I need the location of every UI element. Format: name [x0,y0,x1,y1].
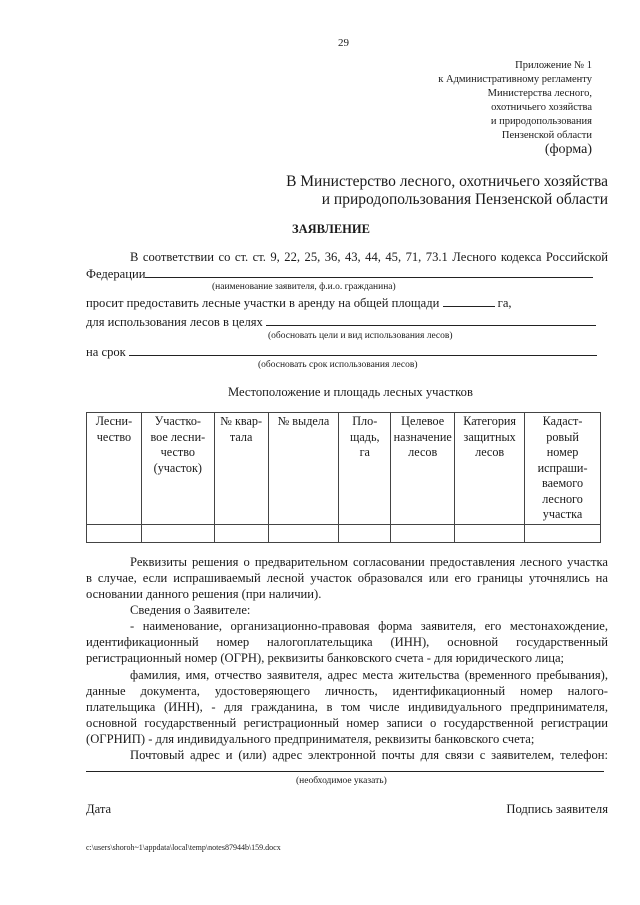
date-label: Дата [86,802,112,816]
text-line: данные документа, удостоверяющего личность, идентификационный номер налого- [86,684,608,698]
page-number: 29 [338,37,349,49]
table-cell[interactable] [391,524,455,542]
header-cell: Категория защитных лесов [455,413,525,525]
table-cell[interactable] [455,524,525,542]
header-cell: Кадаст- ровый номер испраши- ваемого лесного участка [525,413,601,525]
purpose-caption: (обосновать цели и вид использования лесов) [268,331,453,341]
table-cell[interactable] [268,524,339,542]
area-field[interactable] [443,295,495,307]
text-line: регистрационный номер (ОГРН), реквизиты банковского счета - для юридического лица; [86,651,565,665]
appendix-line: Приложение № 1 [515,60,592,71]
contact-field[interactable] [86,771,604,772]
text-line: плательщика (ИНН), - для гражданина, в том числе индивидуального предпринимателя, [86,700,608,714]
header-cell: Участко- вое лесни- чество (участок) [141,413,214,525]
table-cell[interactable] [214,524,268,542]
table-header-row [87,413,601,525]
signature-label: Подпись заявителя [506,802,608,816]
text-line: основании данного решения (при наличии). [86,587,322,601]
table-cell[interactable] [525,524,601,542]
document-title: ЗАЯВЛЕНИЕ [292,222,370,236]
text-line: (ОГРНИП) - для индивидуального предпринимателя, реквизиты банковского счета; [86,732,535,746]
header-cell: № квар- тала [214,413,268,525]
contact-caption: (необходимое указать) [296,776,387,786]
purpose-row [86,314,596,330]
form-label: (форма) [544,142,592,157]
table-cell[interactable] [339,524,391,542]
addressee-line: и природопользования Пензенской области [321,191,608,208]
header-cell: Лесни- чество [87,413,142,525]
applicant-caption: (наименование заявителя, ф.и.о. гражданина) [212,282,396,292]
file-path: c:\users\shoroh~1\appdata\local\temp\notes87944b\159.docx [86,843,281,852]
text-line: идентификационный номер налогоплательщика (ИНН), основной государственный [86,635,608,649]
term-row [86,344,597,360]
applicant-info-heading: Сведения о Заявителе: [130,603,251,617]
table-row [87,524,601,542]
text-line: Реквизиты решения о предварительном согласовании предоставления лесного участка [130,555,608,569]
purpose-field[interactable] [266,314,596,326]
header-cell: Пло- щадь, га [339,413,391,525]
purpose-label: для использования лесов в целях [86,315,263,329]
area-unit: га, [497,296,512,310]
header-cell: № выдела [268,413,339,525]
term-label: на срок [86,345,126,359]
appendix-line: Пензенской области [501,130,592,141]
appendix-line: охотничьего хозяйства [491,102,592,113]
term-field[interactable] [129,344,597,356]
federation-row [86,266,593,282]
text-line: в случае, если испрашиваемый лесной участок образовался или его границы уточнялись на [86,571,608,585]
table-cell[interactable] [87,524,142,542]
table-cell[interactable] [141,524,214,542]
term-caption: (обосновать срок использования лесов) [258,360,418,370]
applicant-name-field[interactable] [145,266,593,278]
plots-table [86,412,601,543]
area-row [86,295,512,311]
table-title: Местоположение и площадь лесных участков [228,385,473,399]
text-line: фамилия, имя, отчество заявителя, адрес места жительства (временного пребывания), [130,668,608,682]
request-text: просит предоставить лесные участки в аренду на общей площади [86,296,440,310]
appendix-line: и природопользования [490,116,592,127]
text-line: основной государственный регистрационный номер записи о государственной регистрации [86,716,608,730]
intro-line: В соответствии со ст. ст. 9, 22, 25, 36, 43, 44, 45, 71, 73.1 Лесного кодекса Российской [130,250,608,264]
appendix-line: к Административному регламенту [438,74,592,85]
appendix-line: Министерства лесного, [487,88,592,99]
header-cell: Целевое назначение лесов [391,413,455,525]
contact-paragraph: Почтовый адрес и (или) адрес электронной почты для связи с заявителем, телефон: [130,748,608,762]
addressee-line: В Министерство лесного, охотничьего хозяйства [286,173,608,190]
text-line: - наименование, организационно-правовая форма заявителя, его местонахождение, [130,619,608,633]
federation-label: Федерации [86,267,146,281]
